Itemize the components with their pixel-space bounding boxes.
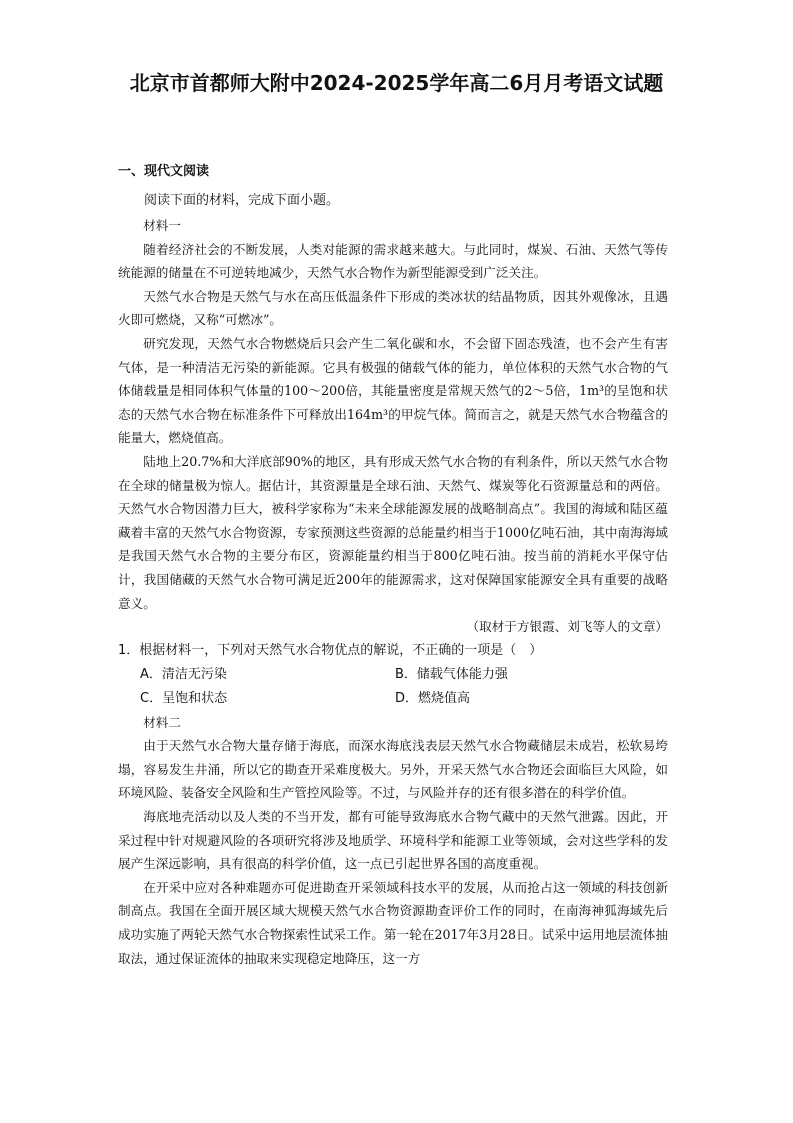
material-2-paragraph: 由于天然气水合物大量存储于海底，而深水海底浅表层天然气水合物藏储层未成岩，松软易垮塌，容易发生井涌，所以它的勘查开采难度极大。另外，开采天然气水合物还会面临巨大风险，如环境风险、装备安全风险和生产管控风险等。不过，与风险并存的还有很多潜在的科学价值。 (118, 738, 668, 801)
document-body (118, 188, 668, 970)
option-c: C．呈饱和状态 (140, 690, 228, 706)
material-2-paragraph: 海底地壳活动以及人类的不当开发，都有可能导致海底水合物气藏中的天然气泄露。因此，开采过程中针对规避风险的各项研究将涉及地质学、环境科学和能源工业等领域，会对这些学科的发展产生深远影响，具有很高的科学价值，这一点已引起世界各国的高度重视。 (118, 809, 668, 872)
material-1-paragraph: 陆地上20.7%和大洋底部90%的地区，具有形成天然气水合物的有利条件，所以天然气水合物在全球的储量极为惊人。据估计，其资源量是全球石油、天然气、煤炭等化石资源量总和的两倍。天然气水合物因潜力巨大，被科学家称为“未来全球能源发展的战略制高点”。我国的海域和陆区蕴藏着丰富的天然气水合物资源，专家预测这些资源的总能量约相当于1000亿吨石油，其中南海海域是我国天然气水合物的主要分布区，资源能量约相当于800亿吨石油。按当前的消耗水平保守估计，我国储藏的天然气水合物可满足近200年的能源需求，这对保障国家能源安全具有重要的战略意义。 (118, 453, 668, 611)
option-a: A．清洁无污染 (140, 666, 227, 682)
material-1-paragraph: 天然气水合物是天然气与水在高压低温条件下形成的类冰状的结晶物质，因其外观像冰，且遇火即可燃烧，又称“可燃冰”。 (118, 288, 668, 328)
question-1-stem: 1．根据材料一，下列对天然气水合物优点的解说，不正确的一项是（ ） (118, 642, 543, 658)
material-2-label: 材料二 (143, 714, 181, 730)
material-1-paragraph: 研究发现，天然气水合物燃烧后只会产生二氧化碳和水，不会留下固态残渣，也不会产生有害气体，是一种清洁无污染的新能源。它具有极强的储载气体的能力，单位体积的天然气水合物的气体储载量是相同体积气体量的100～200倍，其能量密度是常规天然气的2～5倍，1m³的呈饱和状态的天然气水合物在标准条件下可释放出164m³的甲烷气体。简而言之，就是天然气水合物蕴含的能量大，燃烧值高。 (118, 335, 668, 446)
material-1-source: （取材于方银霞、刘飞等人的文章） (466, 619, 668, 635)
material-1-label: 材料一 (143, 218, 181, 233)
page-title: 北京市首都师大附中2024-2025学年高二6月月考语文试题 (129, 71, 664, 95)
reading-instruction: 阅读下面的材料，完成下面小题。 (144, 193, 340, 208)
option-d: D．燃烧值高 (395, 690, 471, 706)
section-heading: 一、现代文阅读 (118, 164, 210, 179)
question-1-options (118, 663, 668, 711)
material-2-paragraph: 在开采中应对各种难题亦可促进勘查开采领域科技水平的发展，从而抢占这一领域的科技创新制高点。我国在全面开展区域大规模天然气水合物资源勘查评价工作的同时，在南海神狐海域先后成功实施了两轮天然气水合物探索性试采工作。第一轮在2017年3月28日。试采中运用地层流体抽取法，通过保证流体的抽取来实现稳定地降压，这一方 (118, 879, 668, 966)
option-b: B．储载气体能力强 (395, 666, 508, 682)
material-1-paragraph: 随着经济社会的不断发展，人类对能源的需求越来越大。与此同时，煤炭、石油、天然气等传统能源的储量在不可逆转地减少，天然气水合物作为新型能源受到广泛关注。 (118, 241, 668, 281)
